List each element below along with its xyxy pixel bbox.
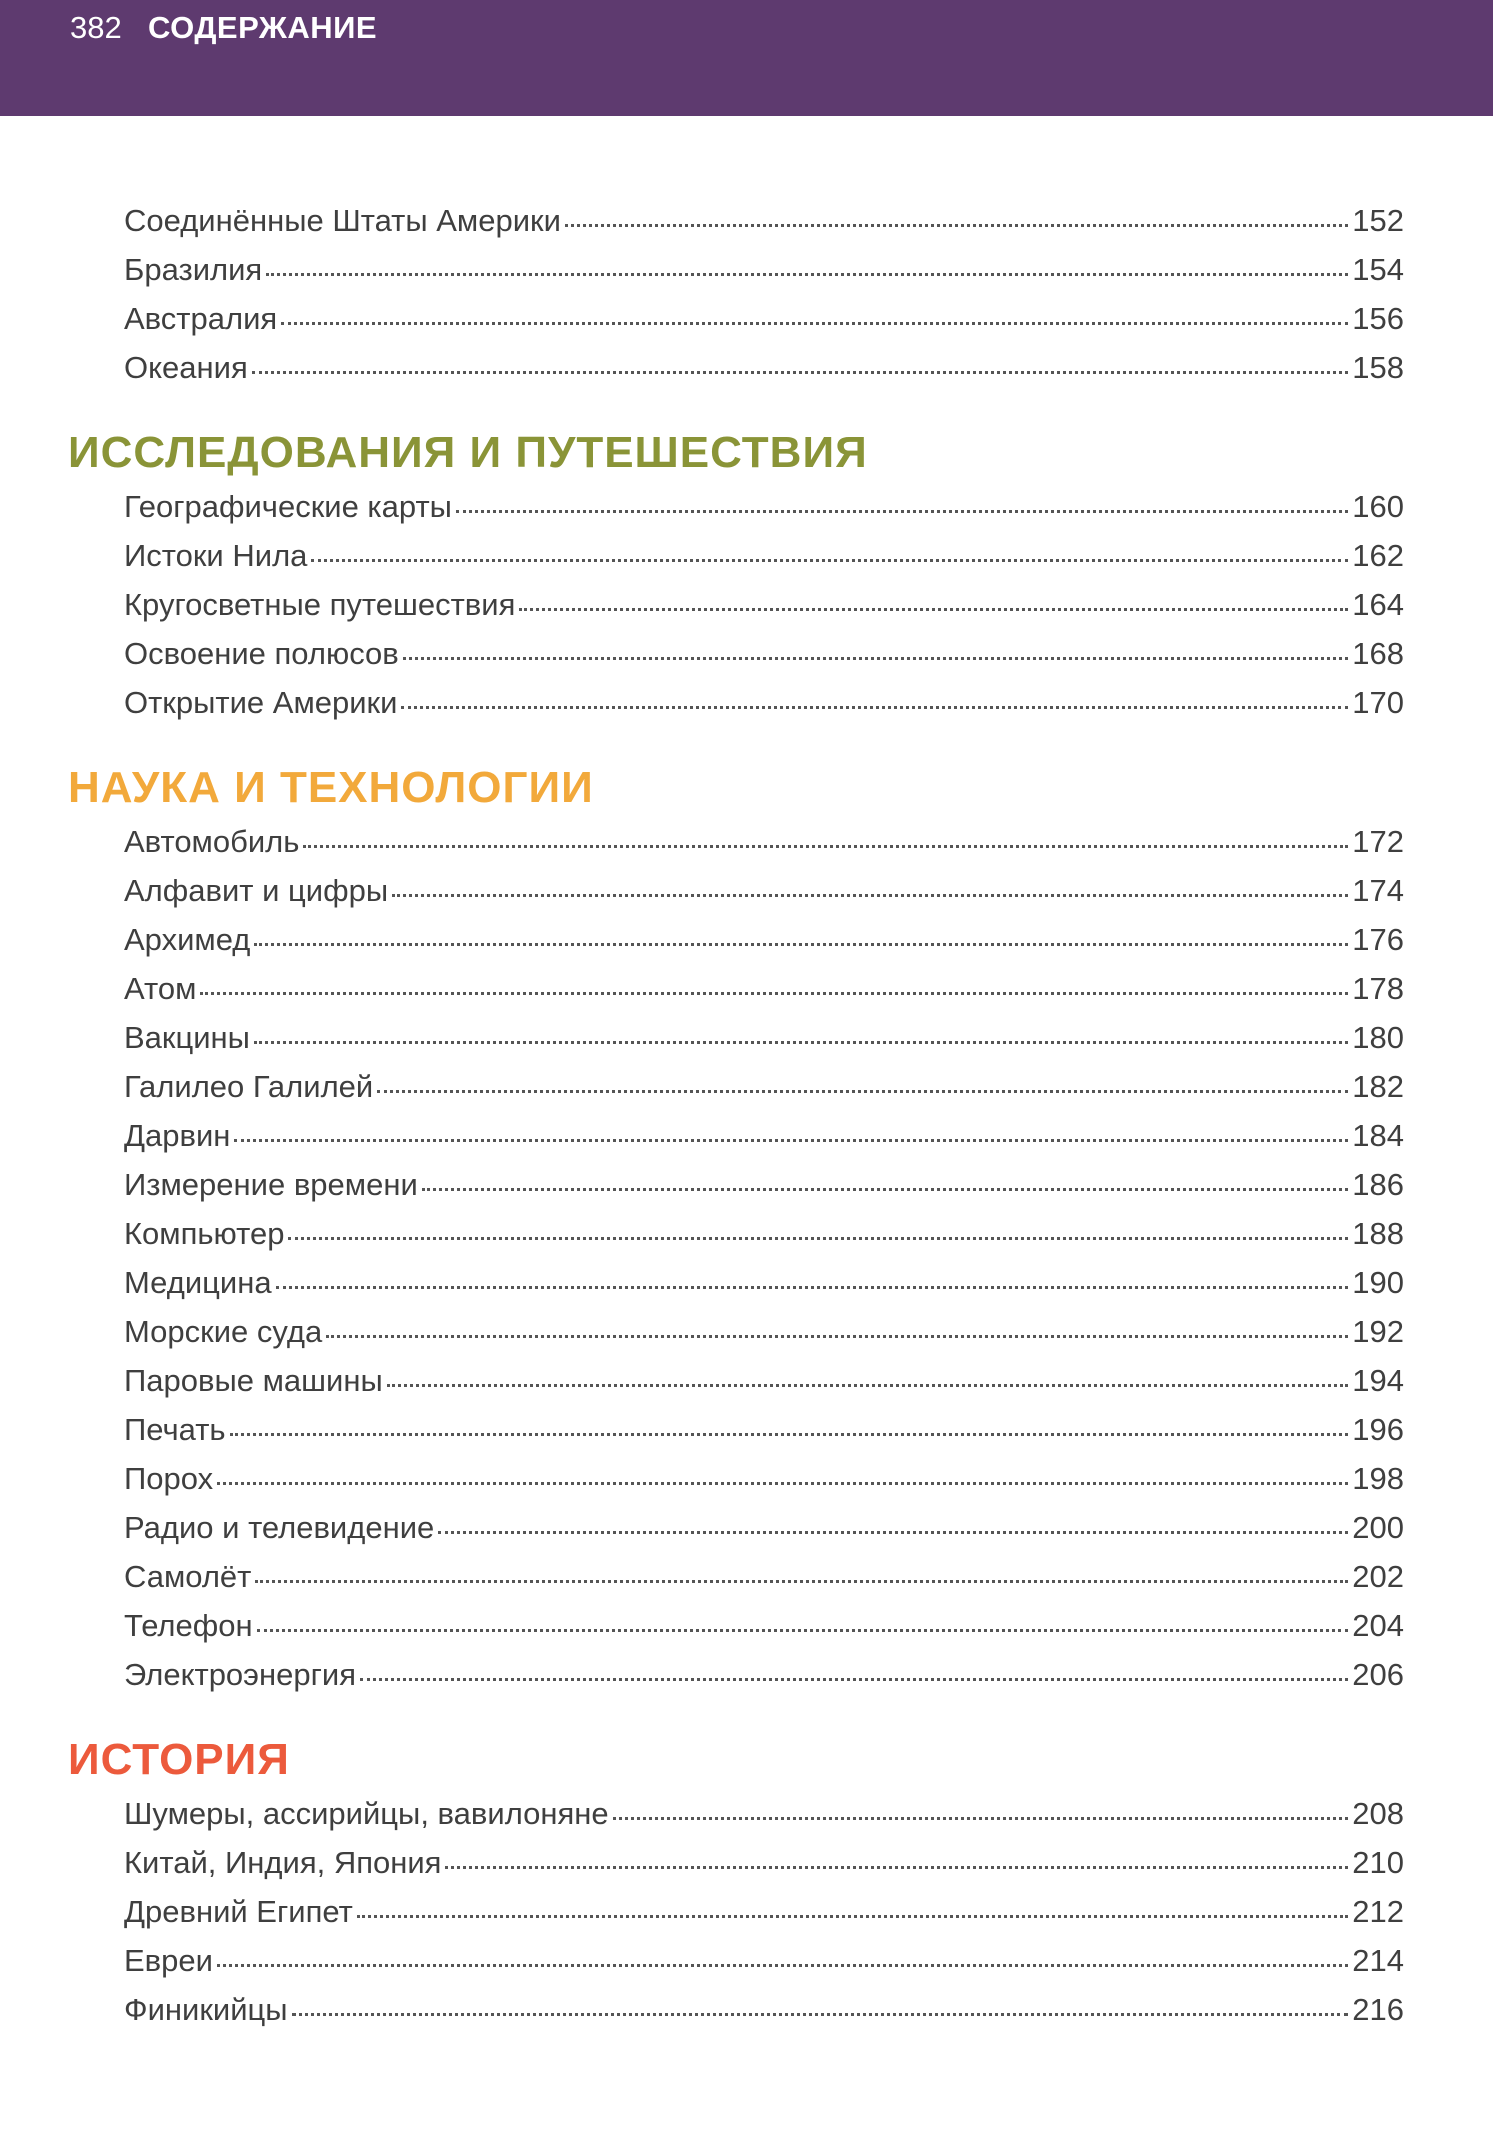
page-title: СОДЕРЖАНИЕ — [148, 10, 378, 45]
dot-leader — [357, 1915, 1348, 1918]
toc-entry-page: 208 — [1352, 1796, 1404, 1831]
dot-leader — [217, 1964, 1348, 1967]
toc-entry-label: Самолёт — [124, 1559, 252, 1594]
toc-entry-label: Галилео Галилей — [124, 1069, 374, 1104]
toc-entry-label: Открытие Америки — [124, 685, 398, 720]
dot-leader — [392, 894, 1348, 897]
dot-leader — [422, 1188, 1349, 1191]
toc-entry-label: Телефон — [124, 1608, 253, 1643]
toc-entry[interactable] — [124, 245, 1404, 294]
toc-entry[interactable] — [124, 1503, 1404, 1552]
dot-leader — [377, 1090, 1348, 1093]
toc-entry-page: 196 — [1352, 1412, 1404, 1447]
toc-entry-page: 154 — [1352, 252, 1404, 287]
dot-leader — [255, 1580, 1348, 1583]
dot-leader — [254, 943, 1348, 946]
dot-leader — [276, 1286, 1349, 1289]
toc-entry-label: Электроэнергия — [124, 1657, 357, 1692]
page-header — [0, 0, 1493, 116]
table-of-contents — [0, 196, 1493, 2034]
toc-entry[interactable] — [124, 1258, 1404, 1307]
toc-entry-label: Атом — [124, 971, 197, 1006]
toc-entry-page: 192 — [1352, 1314, 1404, 1349]
toc-entry-page: 156 — [1352, 301, 1404, 336]
dot-leader — [401, 706, 1348, 709]
dot-leader — [360, 1678, 1348, 1681]
toc-entry-label: Вакцины — [124, 1020, 250, 1055]
dot-leader — [281, 322, 1348, 325]
dot-leader — [266, 273, 1348, 276]
toc-entry[interactable] — [124, 817, 1404, 866]
toc-entry-page: 186 — [1352, 1167, 1404, 1202]
toc-entry[interactable] — [124, 1356, 1404, 1405]
toc-entry-label: Порох — [124, 1461, 214, 1496]
toc-entry-page: 188 — [1352, 1216, 1404, 1251]
toc-entry-page: 206 — [1352, 1657, 1404, 1692]
dot-leader — [288, 1237, 1348, 1240]
dot-leader — [252, 371, 1349, 374]
toc-entry-label: Архимед — [124, 922, 251, 957]
toc-entry-label: Китай, Индия, Япония — [124, 1845, 442, 1880]
toc-entry-page: 176 — [1352, 922, 1404, 957]
dot-leader — [445, 1866, 1348, 1869]
toc-entry-page: 160 — [1352, 489, 1404, 524]
page-number: 382 — [70, 10, 122, 45]
dot-leader — [230, 1433, 1349, 1436]
toc-entry-label: Морские суда — [124, 1314, 323, 1349]
toc-entry-label: Финикийцы — [124, 1992, 288, 2027]
toc-entry-page: 202 — [1352, 1559, 1404, 1594]
toc-entry-label: Географические карты — [124, 489, 452, 524]
toc-entry-page: 216 — [1352, 1992, 1404, 2027]
toc-entry-page: 182 — [1352, 1069, 1404, 1104]
toc-entry-label: Медицина — [124, 1265, 272, 1300]
toc-entry-page: 214 — [1352, 1943, 1404, 1978]
dot-leader — [217, 1482, 1348, 1485]
toc-entry[interactable] — [124, 1454, 1404, 1503]
toc-entry-label: Бразилия — [124, 252, 263, 287]
dot-leader — [234, 1139, 1348, 1142]
toc-entry[interactable] — [124, 343, 1404, 392]
toc-entry[interactable] — [124, 1307, 1404, 1356]
dot-leader — [456, 510, 1348, 513]
toc-entry[interactable] — [124, 1062, 1404, 1111]
dot-leader — [519, 608, 1348, 611]
section-heading: ИССЛЕДОВАНИЯ И ПУТЕШЕСТВИЯ — [68, 428, 868, 477]
toc-entry[interactable] — [124, 1013, 1404, 1062]
toc-entry-page: 168 — [1352, 636, 1404, 671]
toc-entry-label: Австралия — [124, 301, 278, 336]
toc-entry[interactable] — [124, 1405, 1404, 1454]
dot-leader — [292, 2013, 1349, 2016]
dot-leader — [613, 1817, 1349, 1820]
toc-entry-label: Освоение полюсов — [124, 636, 399, 671]
dot-leader — [387, 1384, 1349, 1387]
toc-entry-label: Древний Египет — [124, 1894, 353, 1929]
toc-entry-label: Кругосветные путешествия — [124, 587, 516, 622]
dot-leader — [565, 224, 1348, 227]
toc-entry-page: 198 — [1352, 1461, 1404, 1496]
toc-entry-page: 190 — [1352, 1265, 1404, 1300]
toc-entry-page: 158 — [1352, 350, 1404, 385]
toc-entry[interactable] — [124, 1650, 1404, 1699]
dot-leader — [326, 1335, 1348, 1338]
toc-entry-page: 170 — [1352, 685, 1404, 720]
toc-entry[interactable] — [124, 678, 1404, 727]
toc-entry-label: Дарвин — [124, 1118, 231, 1153]
toc-entry[interactable] — [124, 1111, 1404, 1160]
dot-leader — [403, 657, 1349, 660]
toc-entry-label: Истоки Нила — [124, 538, 308, 573]
toc-entry[interactable] — [124, 1601, 1404, 1650]
toc-entry[interactable] — [124, 1209, 1404, 1258]
toc-entry[interactable] — [124, 482, 1404, 531]
dot-leader — [200, 992, 1348, 995]
toc-entry-page: 152 — [1352, 203, 1404, 238]
toc-entry[interactable] — [124, 866, 1404, 915]
dot-leader — [438, 1531, 1348, 1534]
toc-entry-page: 212 — [1352, 1894, 1404, 1929]
toc-entry-page: 184 — [1352, 1118, 1404, 1153]
toc-entry-page: 194 — [1352, 1363, 1404, 1398]
toc-entry[interactable] — [124, 964, 1404, 1013]
toc-entry[interactable] — [124, 1838, 1404, 1887]
toc-entry[interactable] — [124, 196, 1404, 245]
section-heading: НАУКА И ТЕХНОЛОГИИ — [68, 763, 594, 812]
dot-leader — [303, 845, 1348, 848]
toc-entry-label: Печать — [124, 1412, 226, 1447]
toc-entry-page: 204 — [1352, 1608, 1404, 1643]
toc-entry-page: 172 — [1352, 824, 1404, 859]
toc-entry-label: Измерение времени — [124, 1167, 418, 1202]
toc-entry-label: Шумеры, ассирийцы, вавилоняне — [124, 1796, 609, 1831]
dot-leader — [257, 1629, 1349, 1632]
toc-entry[interactable] — [124, 1789, 1404, 1838]
toc-entry[interactable] — [124, 580, 1404, 629]
toc-entry-label: Алфавит и цифры — [124, 873, 389, 908]
toc-entry[interactable] — [124, 1552, 1404, 1601]
toc-entry[interactable] — [124, 915, 1404, 964]
toc-entry-label: Соединённые Штаты Америки — [124, 203, 561, 238]
toc-entry-label: Паровые машины — [124, 1363, 383, 1398]
toc-entry-page: 178 — [1352, 971, 1404, 1006]
toc-entry[interactable] — [124, 294, 1404, 343]
toc-entry[interactable] — [124, 1936, 1404, 1985]
toc-entry-page: 180 — [1352, 1020, 1404, 1055]
toc-entry-page: 164 — [1352, 587, 1404, 622]
toc-entry-page: 210 — [1352, 1845, 1404, 1880]
toc-entry[interactable] — [124, 531, 1404, 580]
toc-entry-label: Радио и телевидение — [124, 1510, 435, 1545]
toc-entry-label: Евреи — [124, 1943, 213, 1978]
toc-entry-page: 174 — [1352, 873, 1404, 908]
toc-entry-page: 162 — [1352, 538, 1404, 573]
toc-entry[interactable] — [124, 1985, 1404, 2034]
dot-leader — [311, 559, 1348, 562]
toc-entry-page: 200 — [1352, 1510, 1404, 1545]
toc-entry-label: Компьютер — [124, 1216, 285, 1251]
toc-entry[interactable] — [124, 1160, 1404, 1209]
dot-leader — [254, 1041, 1348, 1044]
section-heading: ИСТОРИЯ — [68, 1735, 290, 1784]
toc-entry[interactable] — [124, 629, 1404, 678]
toc-entry-label: Автомобиль — [124, 824, 300, 859]
toc-entry[interactable] — [124, 1887, 1404, 1936]
toc-entry-label: Океания — [124, 350, 248, 385]
